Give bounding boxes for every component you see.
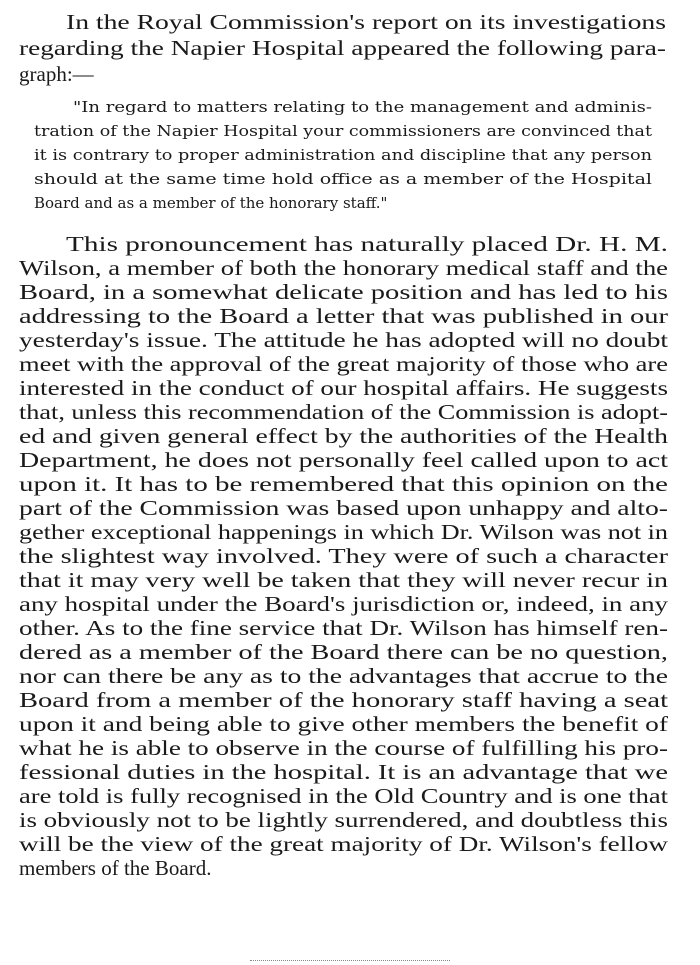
text-line: it is contrary to proper administration and discipline that any person (34, 146, 652, 164)
text-line: "In regard to matters relating to the management and adminis- (73, 98, 652, 116)
text-line: This pronouncement has naturally placed Dr. H. M. (66, 232, 668, 256)
footer-divider (250, 960, 450, 961)
text-line: addressing to the Board a letter that was published in our (19, 304, 668, 328)
text-line: part of the Commission was based upon unhappy and alto- (19, 496, 668, 520)
text-line: the slightest way involved. They were of such a character (19, 544, 668, 568)
text-line: ed and given general effect by the authorities of the Health (19, 424, 668, 448)
text-line: fessional duties in the hospital. It is an advantage that we (19, 760, 668, 784)
text-line: gether exceptional happenings in which Dr. Wilson was not in (19, 520, 668, 544)
text-line: Board, in a somewhat delicate position and has led to his (19, 280, 668, 304)
text-line: other. As to the fine service that Dr. Wilson has himself ren- (19, 616, 668, 640)
text-line: Board from a member of the honorary staff having a seat (19, 688, 668, 712)
text-line: upon it. It has to be remembered that this opinion on the (19, 472, 668, 496)
text-line: is obviously not to be lightly surrendered, and doubtless this (19, 808, 668, 832)
text-line: interested in the conduct of our hospital affairs. He suggests (19, 376, 668, 400)
text-line: meet with the approval of the great majority of those who are (19, 352, 668, 376)
text-line: any hospital under the Board's jurisdiction or, indeed, in any (19, 592, 668, 616)
text-line: regarding the Napier Hospital appeared the following para- (19, 36, 666, 60)
text-line: are told is fully recognised in the Old Country and is one that (19, 784, 668, 808)
text-line: dered as a member of the Board there can be no question, (19, 640, 668, 664)
text-line: graph:— (19, 62, 94, 86)
text-line: will be the view of the great majority of Dr. Wilson's fellow (19, 832, 668, 856)
text-line: should at the same time hold office as a member of the Hospital (34, 170, 652, 188)
text-line: nor can there be any as to the advantages that accrue to the (19, 664, 668, 688)
text-line: Board and as a member of the honorary staff." (34, 194, 388, 212)
text-line: that it may very well be taken that they will never recur in (19, 568, 668, 592)
text-line: members of the Board. (19, 856, 212, 880)
text-line: In the Royal Commission's report on its investigations (66, 10, 666, 34)
text-line: what he is able to observe in the course of fulfilling his pro- (19, 736, 668, 760)
text-line: Wilson, a member of both the honorary medical staff and the (19, 256, 668, 280)
text-line: Department, he does not personally feel called upon to act (19, 448, 668, 472)
text-line: tration of the Napier Hospital your commissioners are convinced that (34, 122, 652, 140)
text-line: that, unless this recommendation of the Commission is adopt- (19, 400, 668, 424)
text-line: yesterday's issue. The attitude he has adopted will no doubt (19, 328, 668, 352)
text-line: upon it and being able to give other members the benefit of (19, 712, 668, 736)
